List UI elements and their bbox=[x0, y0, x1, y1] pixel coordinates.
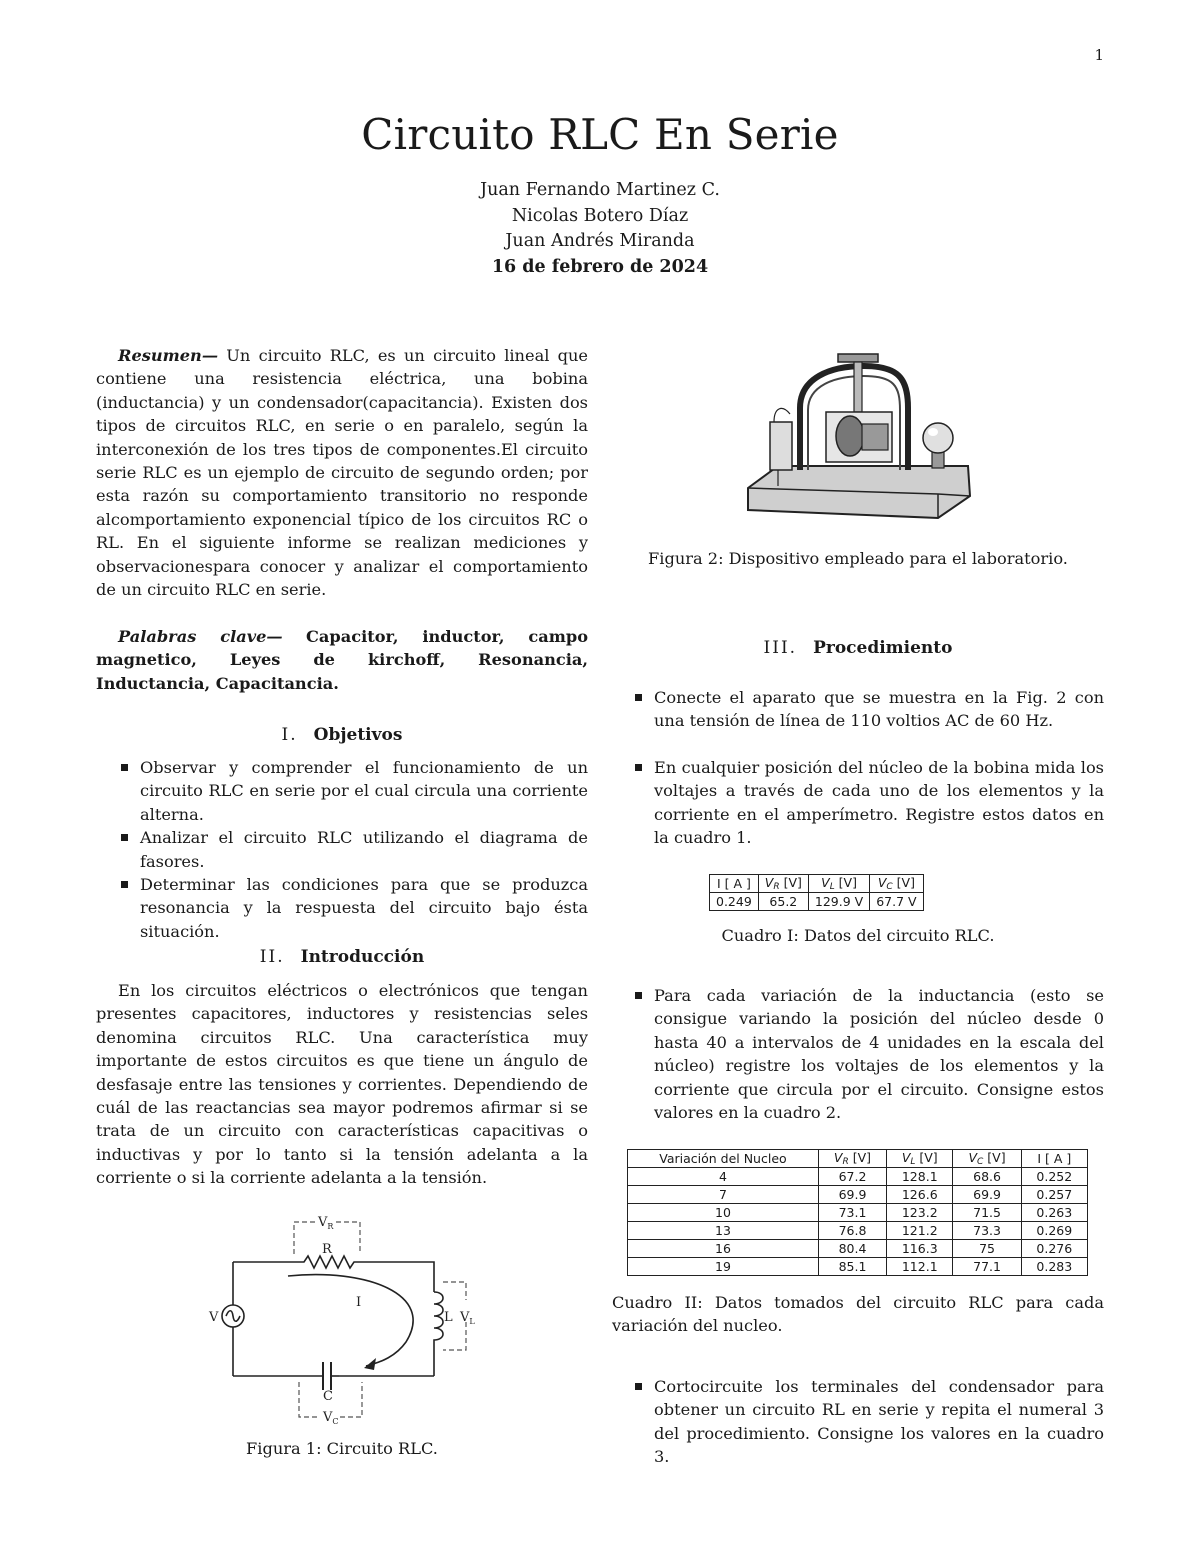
table-cell: 73.1 bbox=[818, 1204, 886, 1222]
capacitor-icon bbox=[323, 1362, 331, 1390]
rlc-circuit-diagram bbox=[196, 1210, 496, 1432]
table-1 bbox=[709, 874, 924, 911]
section-title: Procedimiento bbox=[813, 638, 953, 658]
svg-text:VR: $V_R$ bbox=[318, 1215, 334, 1231]
list-item: Cortocircuite los terminales del condensador para obtener un circuito RL en serie y repita el numeral 3 del procedimiento. Consigne los valores en la cuadro 3. bbox=[632, 1375, 1104, 1469]
table-cell: 10 bbox=[628, 1204, 819, 1222]
paragraph: En los circuitos eléctricos o electrónicos que tengan presentes capacitores, inductores y resistencias seles denomina circuitos RLC. Una característica muy importante de estos circuitos es que tiene un ángulo de desfasaje entre las tensiones y corrientes. Dependiendo de cuál de las reactancias sea mayor podremos afirmar si se trata de un circuito con características capacitivas o inductivas y por lo tanto si la tensión adelanta a la corriente o si la corriente adelanta a la tensión. bbox=[96, 981, 588, 1188]
table-cell: 77.1 bbox=[953, 1258, 1021, 1276]
procedimiento-item-3 bbox=[632, 984, 1104, 1124]
table-cell: 0.283 bbox=[1021, 1258, 1087, 1276]
section-heading-introduccion bbox=[96, 946, 588, 969]
table-cell: 67.2 bbox=[818, 1168, 886, 1186]
section-number: III. bbox=[763, 638, 798, 658]
section-heading-objetivos bbox=[96, 724, 588, 747]
section-title: Objetivos bbox=[313, 725, 403, 745]
list-item: Analizar el circuito RLC utilizando el diagrama de fasores. bbox=[118, 826, 588, 873]
svg-text:VC: $V_C$ bbox=[323, 1410, 339, 1426]
table-1-caption: Cuadro I: Datos del circuito RLC. bbox=[721, 926, 995, 945]
list-item: En cualquier posición del núcleo de la bobina mida los voltajes a través de cada uno de los elementos y la corriente en el amperímetro. Registre estos datos en la cuadro 1. bbox=[632, 756, 1104, 850]
column-header: I [ A ] bbox=[1021, 1150, 1087, 1168]
table-cell: 0.257 bbox=[1021, 1186, 1087, 1204]
figure-1-caption: Figura 1: Circuito RLC. bbox=[246, 1439, 438, 1458]
section-heading-procedimiento bbox=[612, 637, 1104, 660]
objetivos-list bbox=[118, 756, 588, 943]
procedimiento-item-1 bbox=[632, 686, 1104, 733]
column-header: $V_R$ [V] bbox=[758, 875, 808, 893]
table-cell: 126.6 bbox=[887, 1186, 953, 1204]
table-cell: 129.9 V bbox=[808, 893, 869, 911]
procedimiento-item-4 bbox=[632, 1375, 1104, 1469]
list-item: Para cada variación de la inductancia (esto se consigue variando la posición del núcleo desde 0 hasta 40 a intervalos de 4 unidades en la escala del núcleo) registre los voltajes de los elementos y la corriente que circula por el circuito. Consigne estos valores en la cuadro 2. bbox=[632, 984, 1104, 1124]
vc-label: V bbox=[323, 1410, 333, 1425]
table-2-caption: Cuadro II: Datos tomados del circuito RLC para cada variación del nucleo. bbox=[612, 1293, 1104, 1336]
table-cell: 19 bbox=[628, 1258, 819, 1276]
page-number: 1 bbox=[1094, 46, 1104, 64]
table-cell: 67.7 V bbox=[870, 893, 923, 911]
svg-text:VL: $V_L$ bbox=[460, 1310, 475, 1326]
keywords bbox=[96, 625, 588, 695]
lab-device-illustration bbox=[738, 348, 978, 528]
table-cell: 75 bbox=[953, 1240, 1021, 1258]
table-row bbox=[628, 1204, 1088, 1222]
keywords-label: Palabras clave— bbox=[118, 627, 283, 646]
r-label: R bbox=[322, 1242, 332, 1257]
abstract-label: Resumen— bbox=[118, 346, 219, 365]
table-cell: 16 bbox=[628, 1240, 819, 1258]
table-cell: 128.1 bbox=[887, 1168, 953, 1186]
author-block bbox=[0, 178, 1200, 280]
table-row bbox=[628, 1186, 1088, 1204]
column-header: $V_C$ [V] bbox=[953, 1150, 1021, 1168]
inductor-icon bbox=[434, 1292, 443, 1376]
table-cell: 7 bbox=[628, 1186, 819, 1204]
list-item: Observar y comprender el funcionamiento de un circuito RLC en serie por el cual circula una corriente alterna. bbox=[118, 756, 588, 826]
column-header: $V_C$ [V] bbox=[870, 875, 923, 893]
author-name: Juan Fernando Martinez C. bbox=[480, 180, 720, 200]
list-item: Determinar las condiciones para que se produzca resonancia y la respuesta del circuito bajo ésta situación. bbox=[118, 873, 588, 943]
table-cell: 112.1 bbox=[887, 1258, 953, 1276]
table-2 bbox=[627, 1149, 1088, 1276]
table-cell: 69.9 bbox=[953, 1186, 1021, 1204]
table-row bbox=[628, 1222, 1088, 1240]
list-item: Conecte el aparato que se muestra en la Fig. 2 con una tensión de línea de 110 voltios AC de 60 Hz. bbox=[632, 686, 1104, 733]
table-cell: 4 bbox=[628, 1168, 819, 1186]
column-header: $V_L$ [V] bbox=[887, 1150, 953, 1168]
table-cell: 123.2 bbox=[887, 1204, 953, 1222]
column-header: $V_L$ [V] bbox=[808, 875, 869, 893]
table-cell: 68.6 bbox=[953, 1168, 1021, 1186]
table-cell: 71.5 bbox=[953, 1204, 1021, 1222]
table-row bbox=[628, 1258, 1088, 1276]
table-cell: 13 bbox=[628, 1222, 819, 1240]
table-cell: 0.249 bbox=[710, 893, 759, 911]
author-name: Juan Andrés Miranda bbox=[505, 231, 695, 251]
author-name: Nicolas Botero Díaz bbox=[511, 205, 689, 226]
table-cell: 69.9 bbox=[818, 1186, 886, 1204]
table-cell: 0.252 bbox=[1021, 1168, 1087, 1186]
table-cell: 73.3 bbox=[953, 1222, 1021, 1240]
paper-title: Circuito RLC En Serie bbox=[361, 110, 839, 159]
table-cell: 65.2 bbox=[758, 893, 808, 911]
i-label: I bbox=[356, 1295, 362, 1310]
c-label: C bbox=[323, 1389, 333, 1404]
table-cell: 80.4 bbox=[818, 1240, 886, 1258]
abstract bbox=[96, 344, 588, 601]
table-cell: 121.2 bbox=[887, 1222, 953, 1240]
table-cell: 0.263 bbox=[1021, 1204, 1087, 1222]
table-row bbox=[628, 1240, 1088, 1258]
table-cell: 76.8 bbox=[818, 1222, 886, 1240]
v-label: V bbox=[209, 1310, 219, 1325]
vl-label: V bbox=[460, 1310, 470, 1325]
vr-label: V bbox=[318, 1215, 328, 1230]
resistor-icon bbox=[233, 1256, 434, 1292]
section-number: II. bbox=[259, 947, 285, 967]
introduccion-text bbox=[96, 979, 588, 1190]
abstract-text: Un circuito RLC, es un circuito lineal que contiene una resistencia eléctrica, una bobina (inductancia) y un condensador(capacitancia). Existen dos tipos de circuitos RLC, en serie o en paralelo, según la interconexión de los tres tipos de componentes.El circuito serie RLC es un ejemplo de circuito de segundo orden; por esta razón su comportamiento transitorio no responde alcomportamiento exponencial típico de los circuitos RC o RL. En el siguiente informe se realizan mediciones y observacionespara conocer y analizar el comportamiento de un circuito RLC en serie. bbox=[96, 346, 588, 600]
table-cell: 85.1 bbox=[818, 1258, 886, 1276]
figure-2-caption: Figura 2: Dispositivo empleado para el laboratorio. bbox=[648, 549, 1068, 568]
procedimiento-item-2 bbox=[632, 756, 1104, 850]
section-title: Introducción bbox=[300, 947, 425, 967]
current-arrow-icon bbox=[364, 1358, 376, 1370]
table-cell: 116.3 bbox=[887, 1240, 953, 1258]
table-cell: 0.276 bbox=[1021, 1240, 1087, 1258]
column-header: I [ A ] bbox=[710, 875, 759, 893]
column-header: $V_R$ [V] bbox=[818, 1150, 886, 1168]
keywords-text: Capacitor, inductor, campo magnetico, Leyes de kirchoff, Resonancia, Inductancia, Capacitancia. bbox=[96, 627, 588, 693]
column-header: Variación del Nucleo bbox=[628, 1150, 819, 1168]
l-label: L bbox=[444, 1310, 453, 1325]
table-header-row bbox=[628, 1150, 1088, 1168]
table-row bbox=[628, 1168, 1088, 1186]
table-header-row bbox=[710, 875, 924, 893]
section-number: I. bbox=[281, 725, 298, 745]
table-cell: 0.269 bbox=[1021, 1222, 1087, 1240]
paper-date: 16 de febrero de 2024 bbox=[491, 256, 709, 277]
table-row bbox=[710, 893, 924, 911]
